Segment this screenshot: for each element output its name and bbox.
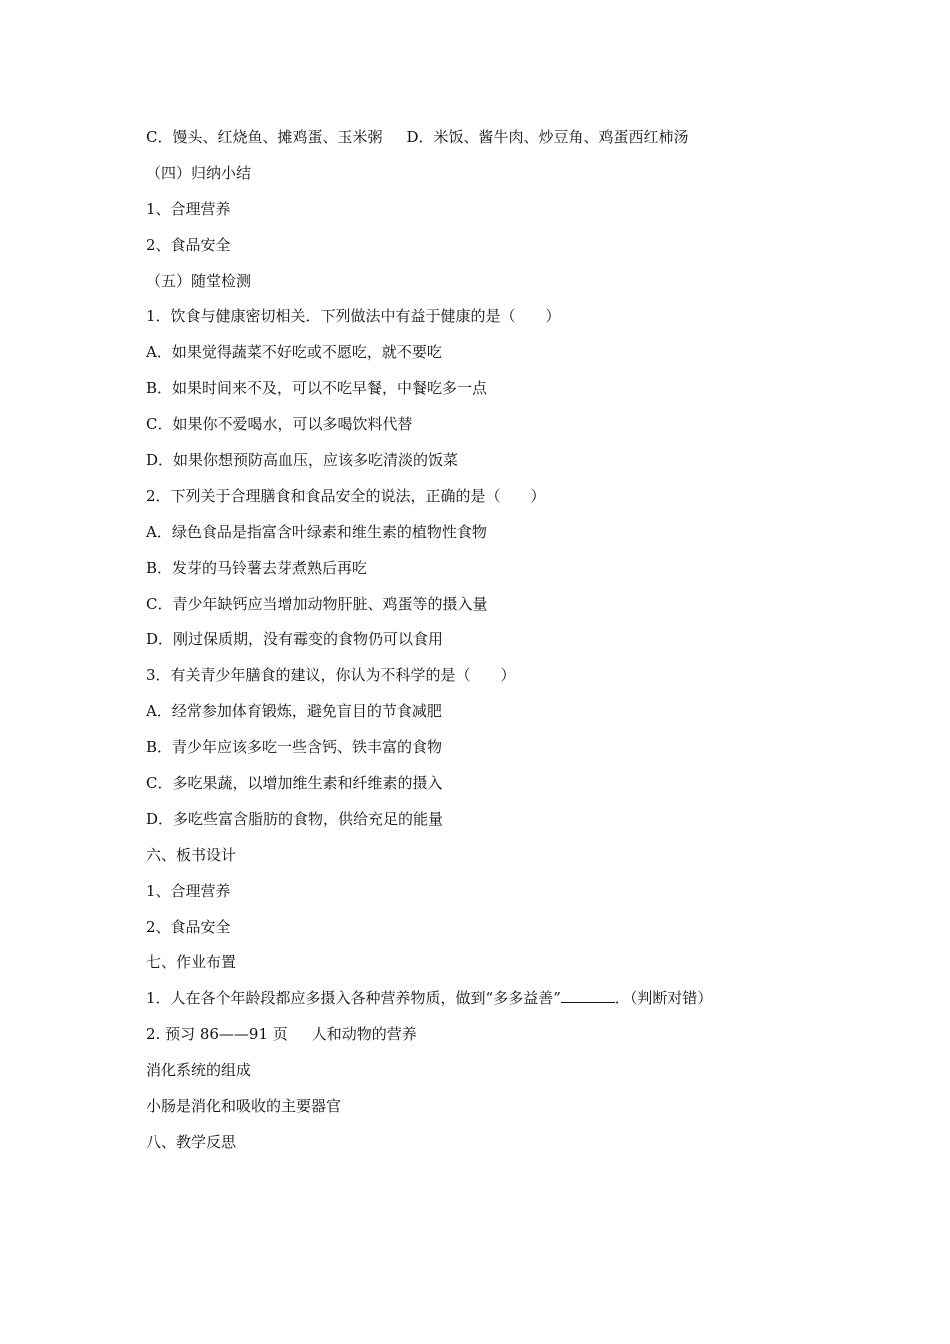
question-2-option-c: C．青少年缺钙应当增加动物肝脏、鸡蛋等的摄入量 (146, 594, 488, 613)
question-1-option-c: C．如果你不爱喝水，可以多喝饮料代替 (146, 415, 413, 434)
board-item-1: 1、合理营养 (146, 881, 231, 900)
question-2-option-a: A．绿色食品是指富含叶绿素和维生素的植物性食物 (146, 522, 487, 541)
homework-item-1-text: 1．人在各个年龄段都应多摄入各种营养物质，做到“多多益善” (146, 989, 561, 1008)
answer-options-c-d (146, 123, 826, 159)
summary-item-2: 2、食品安全 (146, 235, 231, 254)
document-page (146, 123, 826, 1164)
question-2: 2．下列关于合理膳食和食品安全的说法，正确的是（ ） (146, 486, 546, 505)
homework-item-2-topic: 人和动物的营养 (311, 1025, 417, 1044)
section-heading-reflection: 八、教学反思 (146, 1132, 237, 1151)
question-1-option-a: A．如果觉得蔬菜不好吃或不愿吃，就不要吃 (146, 343, 442, 362)
question-1-option-b: B．如果时间来不及，可以不吃早餐，中餐吃多一点 (146, 379, 488, 398)
question-1: 1．饮食与健康密切相关．下列做法中有益于健康的是（ ） (146, 307, 561, 326)
homework-item-2-pages: 2. 预习 86——91 页 (146, 1025, 288, 1044)
question-2-option-b: B．发芽的马铃薯去芽煮熟后再吃 (146, 558, 368, 577)
question-3-option-d: D．多吃些富含脂肪的食物，供给充足的能量 (146, 809, 444, 828)
question-3: 3．有关青少年膳食的建议，你认为不科学的是（ ） (146, 666, 516, 685)
homework-subtopic-2: 小肠是消化和吸收的主要器官 (146, 1097, 342, 1116)
section-heading-quiz: （五）随堂检测 (146, 271, 252, 290)
homework-item-1 (146, 984, 826, 1020)
section-heading-summary: （四）归纳小结 (146, 163, 252, 182)
option-d: D．米饭、酱牛肉、炒豆角、鸡蛋西红柿汤 (406, 128, 689, 146)
homework-item-2 (146, 1020, 826, 1056)
question-3-option-a: A．经常参加体育锻炼，避免盲目的节食减肥 (146, 702, 442, 721)
homework-item-1-suffix: ．（判断对错） (614, 989, 713, 1008)
board-item-2: 2、食品安全 (146, 917, 231, 936)
option-c: C．馒头、红烧鱼、摊鸡蛋、玉米粥 (146, 128, 383, 146)
summary-item-1: 1、合理营养 (146, 199, 231, 218)
answer-blank (561, 986, 615, 1003)
question-3-option-b: B．青少年应该多吃一些含钙、铁丰富的食物 (146, 738, 443, 757)
question-1-option-d: D．如果你想预防高血压，应该多吃清淡的饭菜 (146, 451, 459, 470)
question-3-option-c: C．多吃果蔬，以增加维生素和纤维素的摄入 (146, 774, 443, 793)
section-heading-board-design: 六、板书设计 (146, 845, 237, 864)
homework-subtopic-1: 消化系统的组成 (146, 1061, 252, 1080)
section-heading-homework: 七、作业布置 (146, 953, 237, 972)
question-2-option-d: D．刚过保质期，没有霉变的食物仍可以食用 (146, 630, 444, 649)
